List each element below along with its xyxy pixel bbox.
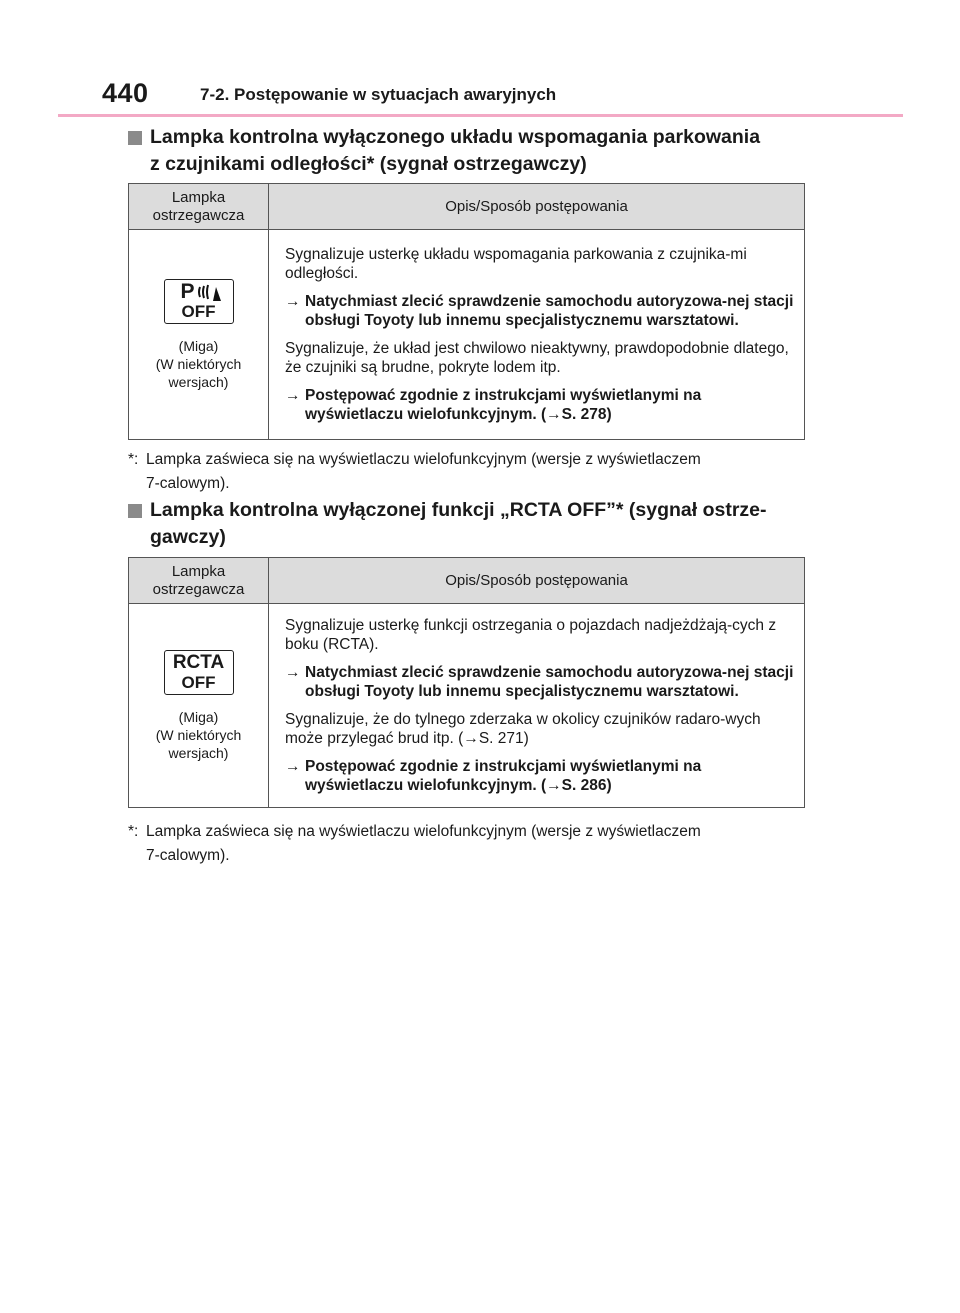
description-text: Sygnalizuje, że układ jest chwilowo nieaktywny, prawdopodobnie dlatego, że czujniki są brudne, pokryte lodem itp. <box>285 339 789 376</box>
lamp-icon-off: OFF <box>181 301 216 321</box>
table-row <box>129 230 805 440</box>
arrow-right-icon: → <box>285 386 301 404</box>
action-item <box>285 757 794 796</box>
lamp-cell <box>129 604 269 808</box>
action-item <box>285 663 794 702</box>
lamp-icon-letter: P <box>180 279 195 303</box>
footnote-text: Lampka zaświeca się na wyświetlaczu wielofunkcyjnym (wersje z wyświetlaczem <box>146 823 701 840</box>
action-text: Postępować zgodnie z instrukcjami wyświetlanymi na wyświetlaczu wielofunkcyjnym. (→S. 286) <box>305 757 702 794</box>
footnote <box>128 448 804 496</box>
square-bullet-icon <box>128 504 142 518</box>
warning-table-parking-sensor <box>128 183 805 440</box>
action-item <box>285 386 794 425</box>
arrow-right-icon: → <box>285 757 301 775</box>
heading-line: Lampka kontrolna wyłączonego układu wspomagania parkowania <box>150 126 761 148</box>
description-cell <box>269 230 805 440</box>
column-header-lamp: Lampka ostrzegawcza <box>129 184 269 230</box>
lamp-icon-letter: RCTA <box>172 651 225 673</box>
page-number: 440 <box>102 78 149 108</box>
action-text: Postępować zgodnie z instrukcjami wyświetlanymi na wyświetlaczu wielofunkcyjnym. (→S. 278) <box>305 386 702 423</box>
column-header-description: Opis/Sposób postępowania <box>269 558 805 604</box>
lamp-cell <box>129 230 269 440</box>
heading-line: Lampka kontrolna wyłączonej funkcji „RCTA OFF”* (sygnał ostrze- <box>150 499 767 521</box>
heading-line: gawczy) <box>150 526 226 548</box>
section-heading-parking-sensor <box>128 124 808 178</box>
footnote-text: 7-calowym). <box>146 475 230 492</box>
action-text: Natychmiast zlecić sprawdzenie samochodu autoryzowa-nej stacji obsługi Toyoty lub innemu specjalistycznemu warsztatowi. <box>305 292 794 329</box>
table-row <box>129 604 805 808</box>
section-heading-rcta <box>128 497 808 551</box>
table-header-row <box>129 184 805 230</box>
rcta-off-icon <box>164 650 234 695</box>
column-header-lamp: Lampka ostrzegawcza <box>129 558 269 604</box>
parking-sensor-off-icon <box>164 279 234 324</box>
chapter-title: 7-2. Postępowanie w sytuacjach awaryjnych <box>200 85 557 104</box>
lamp-caption: (Miga) (W niektórych wersjach) <box>155 337 242 390</box>
lamp-caption: (Miga) (W niektórych wersjach) <box>155 708 242 761</box>
description-text: Sygnalizuje usterkę funkcji ostrzegania o pojazdach nadjeżdżają-cych z boku (RCTA). <box>285 616 777 653</box>
heading-line: z czujnikami odległości* (sygnał ostrzegawczy) <box>150 153 587 175</box>
footnote-text: 7-calowym). <box>146 847 230 864</box>
description-text: Sygnalizuje, że do tylnego zderzaka w okolicy czujników radaro-wych może przylegać brud itp. (→S. 271) <box>285 710 761 747</box>
arrow-right-icon: → <box>285 292 301 310</box>
arrow-right-icon: → <box>285 663 301 681</box>
action-item <box>285 292 794 331</box>
lamp-icon-off: OFF <box>181 672 216 692</box>
footnote-mark: *: <box>128 823 139 840</box>
page-header <box>0 0 960 118</box>
square-bullet-icon <box>128 131 142 145</box>
table-header-row <box>129 558 805 604</box>
warning-table-rcta <box>128 557 805 808</box>
column-header-description: Opis/Sposób postępowania <box>269 184 805 230</box>
footnote-mark: *: <box>128 451 139 468</box>
description-cell <box>269 604 805 808</box>
footnote <box>128 820 804 868</box>
action-text: Natychmiast zlecić sprawdzenie samochodu autoryzowa-nej stacji obsługi Toyoty lub innemu specjalistycznemu warsztatowi. <box>305 663 794 700</box>
footnote-text: Lampka zaświeca się na wyświetlaczu wielofunkcyjnym (wersje z wyświetlaczem <box>146 451 701 468</box>
sensor-waves-icon <box>197 283 225 303</box>
header-rule <box>58 114 903 117</box>
description-text: Sygnalizuje usterkę układu wspomagania parkowania z czujnika-mi odległości. <box>285 245 747 282</box>
